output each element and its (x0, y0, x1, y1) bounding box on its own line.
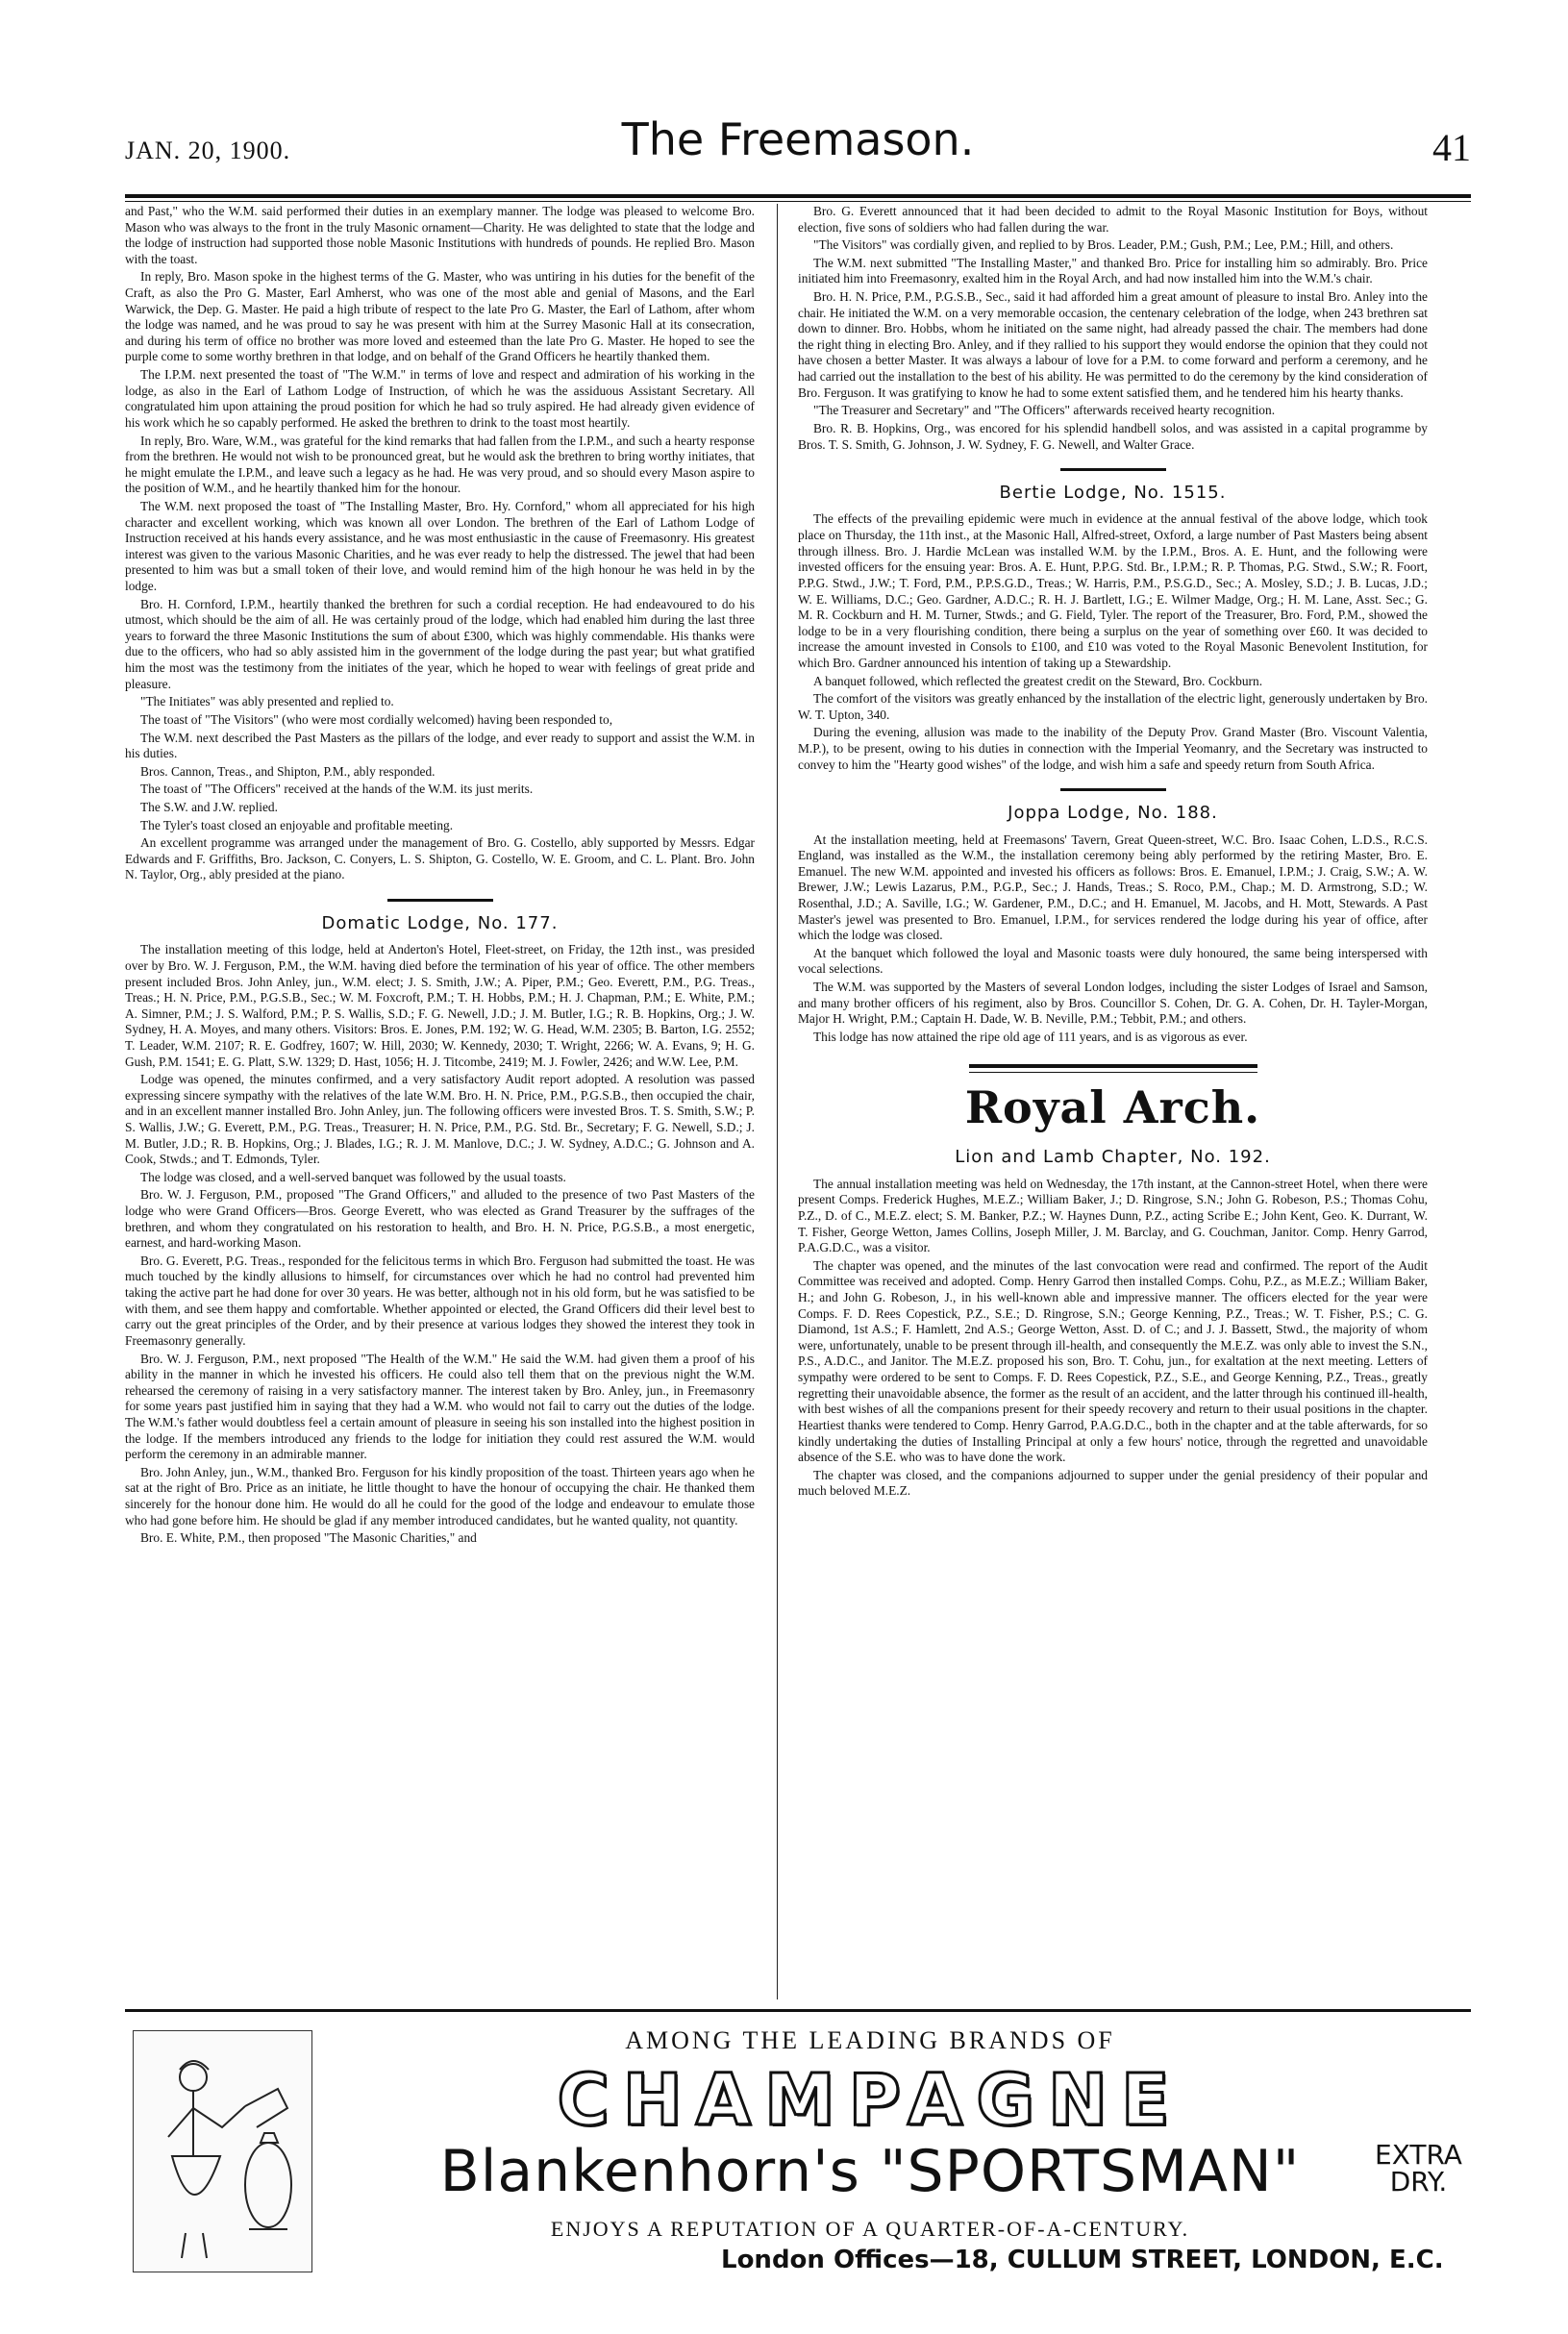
paragraph: At the banquet which followed the loyal and Masonic toasts were duly honoured, the same being interspersed with vocal selections. (798, 945, 1428, 977)
paragraph: Bro. W. J. Ferguson, P.M., proposed "The Grand Officers," and alluded to the presence of two Past Masters of the lodge who were Grand Officers—Bros. George Everett, who was elected as Grand Treasurer by the suffrages of the brethren, and whom they congratulated on his restoration to health, and Bro. H. N. Price, P.G.S.B., a most energetic, earnest, and hard-working Mason. (125, 1187, 755, 1251)
lion-and-lamb-heading: Lion and Lamb Chapter, No. 192. (955, 1147, 1271, 1168)
advertisement-brand: Blankenhorn's "SPORTSMAN" (439, 2138, 1301, 2205)
bertie-lodge-heading: Bertie Lodge, No. 1515. (999, 483, 1227, 504)
paragraph: Lodge was opened, the minutes confirmed, and a very satisfactory Audit report adopted. A resolution was passed expressing sincere sympathy with the relatives of the late W.M. Bro. H. N. Price, P.M., P.G.S.B., then occupied the chair, and in an excellent manner installed Bro. John Anley, jun. The following officers were invested Bros. T. S. Smith, S.W.; P. S. Wallis, J.W.; G. Everett, P.M., P.G. Treas., Treasurer; H. N. Price, P.M., P.G. Std. Br., Secretary; F. G. Newell, S.D.; J. M. Butler, J.D.; R. B. Hopkins, Org.; J. Blades, I.G.; R. J. M. Manlove, D.C.; J. W. Sydney, A.D.C.; G. Johnson and A. Cook, Stwds.; and T. Edmonds, Tyler. (125, 1072, 755, 1167)
champagne-advertisement (125, 2009, 1471, 2297)
paragraph: The effects of the prevailing epidemic were much in evidence at the annual festival of the above lodge, which took place on Thursday, the 11th inst., at the Masonic Hall, Alfred-street, Oxford, a large number of Past Masters being absent through illness. Bro. J. Hardie McLean was installed W.M. by the I.P.M., Bros. A. E. Hunt, and the following were invested officers for the ensuing year: Bros. A. E. Hunt, P.P.G. Std. Br., I.P.M.; R. P. Thomas, P.G. Stwd., S.W.; R. Foort, P.P.G. Stwd., J.W.; T. Ford, P.M., P.P.S.G.D., Treas.; W. Harris, P.M., P.S.G.D., Sec.; A. Mosley, S.D.; J. B. Lucas, J.D.; W. E. Williams, D.C.; Geo. Gardner, A.D.C.; R. H. J. Bartlett, I.G.; E. Wilmer Madge, Org.; H. M. Lane, Asst. Sec.; G. M. R. Cockburn and H. M. Turner, Stwds.; and G. Field, Tyler. The report of the Treasurer, Bro. Ford, P.M., showed the lodge to be in a very flourishing condition, there being a surplus on the year of something over £60. It was decided to increase the amount invested in Consols to £100, and £10 was voted to the Royal Masonic Benevolent Institution, for which Bro. Gardner announced his intention of taking up a Stewardship. (798, 511, 1428, 670)
paragraph: The chapter was closed, and the companions adjourned to supper under the genial presidency of their popular and much beloved M.E.Z. (798, 1467, 1428, 1499)
section-rule (1060, 468, 1166, 471)
left-column (125, 204, 755, 1999)
royal-arch-title: Royal Arch. (964, 1081, 1261, 1134)
page-header (125, 106, 1471, 183)
section-rule (1060, 788, 1166, 791)
column-divider (777, 204, 778, 1999)
paragraph: Bro. E. White, P.M., then proposed "The Masonic Charities," and (140, 1530, 477, 1546)
page-number: 41 (1432, 126, 1471, 169)
paragraph: The lodge was closed, and a well-served banquet was followed by the usual toasts. (140, 1169, 566, 1184)
extra-label: EXTRA (1375, 2139, 1462, 2171)
lion-and-lamb-article (798, 1177, 1428, 1500)
paragraph: "The Visitors" was cordially given, and replied to by Bros. Leader, P.M.; Gush, P.M.; Lee, P.M.; Hill, and others. (813, 237, 1394, 253)
paragraph: "The Initiates" was ably presented and replied to. (140, 694, 394, 709)
paragraph: and Past," who the W.M. said performed their duties in an exemplary manner. The lodge was pleased to welcome Bro. Mason who was always to the front in the truly Masonic ornament—Charity. He was delighted to state that the lodge and the lodge of instruction had supported those noble Masonic Institutions with hundreds of pounds. He replied Bro. Mason with the toast. (125, 204, 755, 266)
paragraph: At the installation meeting, held at Freemasons' Tavern, Great Queen-street, W.C. Bro. Isaac Cohen, L.D.S., R.C.S. England, was installed as the W.M., the installation ceremony being ably performed by the retiring Master, Bro. E. Emanuel. The new W.M. appointed and invested his officers as follows: Bros. E. Emanuel, I.P.M.; J. Craig, S.W.; A. W. Brewer, J.W.; Lewis Lazarus, P.M., P.G.P., Sec.; J. Hands, Treas.; S. Roco, P.M., Chap.; M. D. Armstrong, S.D.; W. Rosenthal, J.D.; A. Saville, I.G.; W. Gardener, P.M., D.C.; and H. Emanuel, M. Jacobs, and H. Mott, Stewards. A Past Master's jewel was presented to Bro. Emanuel, I.P.M., for services rendered the lodge during his year of office, after which the lodge was closed. (798, 832, 1428, 943)
paragraph: The W.M. next submitted "The Installing Master," and thanked Bro. Price for installing him so admirably. Bro. Price initiated him into Freemasonry, exalted him in the Royal Arch, and had now installed him into the W.M.'s chair. (798, 255, 1428, 286)
paragraph: Bro. G. Everett announced that it had been decided to admit to the Royal Masonic Institution for Boys, without election, five sons of soldiers who had fallen during the war. (798, 204, 1428, 235)
domatic-lodge-article (125, 942, 755, 1547)
paragraph: The installation meeting of this lodge, held at Anderton's Hotel, Fleet-street, on Friday, the 12th inst., was presided over by Bro. W. J. Ferguson, P.M., the W.M. having died before the termination of his year of office. The other members present included Bros. John Anley, jun., W.M. elect; J. S. Smith, J.W.; A. Piper, P.M.; Geo. Everett, P.M., P.G. Treas., Treas.; H. N. Price, P.M., P.G.S.B., Sec.; W. M. Foxcroft, P.M.; T. H. Hobbs, P.M.; H. J. Chapman, P.M.; E. White, P.M.; A. Simner, P.M.; J. S. Walford, P.M.; P. S. Wallis, S.D.; F. G. Newell, J.D.; J. M. Butler, I.G.; R. B. Hopkins, Org.; J. W. Sydney, H. A. Moyes, and many others. Visitors: Bros. E. Jones, P.M. 192; W. G. Head, W.M. 2305; B. Barton, I.G. 2552; T. Leader, W.M. 2107; R. E. Godfrey, 1607; W. Hill, 2030; W. Kennedy, 2030; T. Wright, 2266; W. A. Evans, 9; H. G. Gush, P.M. 1541; E. G. Platt, S.W. 1329; D. Hast, 1056; H. J. Titcombe, 2419; M. J. Fowler, 2426; and W.W. Lee, P.M. (125, 942, 755, 1069)
paragraph: Bro. R. B. Hopkins, Org., was encored for his splendid handbell solos, and was assisted in a capital programme by Bros. T. S. Smith, G. Johnson, J. W. Sydney, F. G. Newell, and Walter Grace. (798, 420, 1428, 452)
joppa-lodge-heading: Joppa Lodge, No. 188. (1008, 803, 1218, 824)
masthead-title: The Freemason. (621, 113, 975, 165)
header-rule-thick (125, 194, 1471, 198)
paragraph: The W.M. was supported by the Masters of several London lodges, including the sister Lodges of Israel and Samson, and many brother officers of his regiment, also by Bros. Councillor S. Cohen, Dr. G. A. Cohen, Dr. H. Tayler-Morgan, Major H. Wright, P.M.; Captain H. Dade, W. B. Neville, P.M.; Tebbit, P.M.; and others. (798, 980, 1428, 1027)
paragraph: The toast of "The Visitors" (who were most cordially welcomed) having been responded to, (140, 711, 613, 727)
advertisement-extra-dry (1375, 2139, 1462, 2197)
paragraph: The W.M. next described the Past Masters as the pillars of the lodge, and ever ready to support and assist the W.M. in his duties. (125, 730, 755, 761)
paragraph: In reply, Bro. Ware, W.M., was grateful for the kind remarks that had fallen from the I.P.M., and such a hearty response from the brethren. He would not wish to be pronounced great, but he would ask the brethren to bring worthy initiates, that he might emulate the I.P.M., and leave such a legacy as he had. He was very proud, and so should every Mason aspire to the position of W.M., and he heartily thanked him for the honour. (125, 433, 755, 496)
paragraph: The Tyler's toast closed an enjoyable and profitable meeting. (140, 817, 454, 832)
advertisement-kicker: AMONG THE LEADING BRANDS OF (625, 2026, 1115, 2054)
section-rule (387, 899, 493, 902)
domatic-lodge-heading: Domatic Lodge, No. 177. (321, 912, 559, 933)
paragraph: The annual installation meeting was held on Wednesday, the 17th instant, at the Cannon-street Hotel, when there were present Comps. Frederick Hughes, M.E.Z.; William Baker, J.; D. Ringrose, S.N.; John G. Robeson, P.S.; Thomas Cohu, P.Z., D. of C., M.E.Z. elect; S. M. Banker, P.Z.; W. Haynes Dunn, P.Z., acting Scribe E.; John Kent, Geo. K. Durrant, W. T. Fisher, George Wetton, James Collins, Joseph Miller, J. M. Barclay, and G. Couchman, Janitor. Comp. Henry Garrod, P.A.G.D.C., was a visitor. (798, 1176, 1428, 1255)
newspaper-page (125, 96, 1471, 2307)
paragraph: Bro. John Anley, jun., W.M., thanked Bro. Ferguson for his kindly proposition of the toast. Thirteen years ago when he sat at the right of Bro. Price as an initiate, he little thought to have the honour of occupying the chair. He thanked them sincerely for the honour done him. He would do all he could for the good of the lodge and endeavour to emulate those who had gone before him. He should be glad if any member introduced candidates, but he wanted quality, not quantity. (125, 1464, 755, 1527)
paragraph: The S.W. and J.W. replied. (140, 799, 278, 814)
paragraph: Bros. Cannon, Treas., and Shipton, P.M., ably responded. (140, 763, 436, 779)
paragraph: The toast of "The Officers" received at the hands of the W.M. its just merits. (140, 782, 534, 797)
paragraph: During the evening, allusion was made to the inability of the Deputy Prov. Grand Master (Bro. Viscount Valentia, M.P.), to be present, owing to his duties in connection with the Imperial Yeomanry, and the Secretary was instructed to convey to him the "Hearty good wishes" of the lodge, and wish him a safe and speedy return from South Africa. (798, 725, 1428, 772)
paragraph: Bro. H. N. Price, P.M., P.G.S.B., Sec., said it had afforded him a great amount of pleasure to instal Bro. Anley into the chair. He initiated the W.M. on a very memorable occasion, the centenary celebration of the lodge, when 243 brethren sat down to dinner. Bro. Hobbs, whom he initiated on the same night, had already passed the chair. The members had done the right thing in electing Bro. Anley, and if they rallied to his support they would endorse the opinion that they could not have chosen a better Master. It was always a labour of love for a P.M. to come forward and perform a ceremony, and he had carried out the installation to the best of his ability. He was permitted to do the ceremony by the kind consideration of Bro. Ferguson. It was gratifying to know he had to some extent satisfied them, and he tendered him his hearty thanks. (798, 289, 1428, 400)
bertie-lodge-article (798, 511, 1428, 773)
paragraph: This lodge has now attained the ripe old age of 111 years, and is as vigorous as ever. (813, 1029, 1248, 1044)
paragraph: The I.P.M. next presented the toast of "The W.M." in terms of love and respect and admiration of his working in the lodge, as also in the Earl of Lathom Lodge of Instruction, of which he was the assiduous Assistant Secretary. All congratulated him upon attaining the proud position for which he had so truly aspired. He had already given evidence of his work which he so capably performed. He asked the brethren to drink to the toast most heartily. (125, 367, 755, 430)
advertisement-headline: CHAMPAGNE (557, 2059, 1183, 2142)
paragraph: Bro. H. Cornford, I.P.M., heartily thanked the brethren for such a cordial reception. He had endeavoured to do his utmost, which should be the aim of all. He was certainly proud of the lodge, which had enabled him during the last three years to forward the three Masonic Institutions the sum of about £300, which was highly commendable. His thanks were due to the officers, who had so ably assisted him in the government of the lodge during the past year; but what gratified him the most was the testimony from the initiates of the year, which he hoped to wear with feelings of great pride and pleasure. (125, 596, 755, 691)
dry-label: DRY. (1389, 2166, 1448, 2197)
advertisement-address: London Offices—18, CULLUM STREET, LONDON, E.C. (721, 2246, 1444, 2274)
advertisement-rule (125, 2009, 1471, 2012)
left-column-intro (125, 204, 755, 883)
paragraph: Bro. G. Everett, P.G. Treas., responded for the felicitous terms in which Bro. Ferguson had submitted the toast. He was much touched by the kindly allusions to himself, for circumstances over which he had no control had prevented him taking the active part he had done for over 30 years. He was better, although not in his old form, but he was satisfied to be with them, and see them happy and comfortable. Whether appointed or elected, the Grand Officers did their level best to carry out the great principles of the Order, and by their presence at various lodges they showed the interest they took in Freemasonry generally. (125, 1253, 755, 1348)
right-column (798, 204, 1428, 1999)
joppa-lodge-article (798, 832, 1428, 1046)
paragraph: The comfort of the visitors was greatly enhanced by the installation of the electric light, generously undertaken by Bro. W. T. Upton, 340. (798, 691, 1428, 722)
royal-arch-rule-thin (969, 1072, 1257, 1073)
right-column-intro (798, 204, 1428, 453)
royal-arch-rule-thick (969, 1064, 1257, 1068)
paragraph: The W.M. next proposed the toast of "The Installing Master, Bro. Hy. Cornford," whom all appreciated for his high character and excellent working, which was known all over London. The brethren of the Earl of Lathom Lodge of Instruction received at his hands every assistance, and he was most enthusiastic in the cause of Freemasonry. His greatest interest was given to the various Masonic Charities, and he was ever ready to help the distressed. The jewel that had been presented to him was but a small token of their love, and would remind him of the high honour he was held in by the lodge. (125, 498, 755, 594)
paragraph: Bro. W. J. Ferguson, P.M., next proposed "The Health of the W.M." He said the W.M. had given them a proof of his ability in the manner in which he invested his officers. He could also tell them that on the previous night the W.M. rehearsed the ceremony of raising in a very satisfactory manner. The interest taken by Bro. Anley, jun., in Freemasonry for some years past justified him in saying that they had a W.M. who would not fail to carry out the duties of the lodge. The W.M.'s father would doubtless feel a certain amount of pleasure in seeing his son installed into the highest position in the lodge. If the members introduced any friends to the lodge for initiation they could rest assured the W.M. would perform the ceremony in an admirable manner. (125, 1351, 755, 1462)
paragraph: "The Treasurer and Secretary" and "The Officers" afterwards received hearty recognition. (813, 403, 1276, 418)
paragraph: In reply, Bro. Mason spoke in the highest terms of the G. Master, who was untiring in his duties for the benefit of the Craft, as also the Pro G. Master, Earl Amherst, who was one of the most able and genial of Masons, and the Earl Warwick, the Dep. G. Master. He paid a high tribute of respect to the late Pro G. Master, the Earl of Lathom, after whom the lodge was named, and he was proud to say he was present with him at the Surrey Masonic Hall at its consecration, and during his term of office no brother was more loved and esteemed than the late Pro G. Master. He hoped to see the purple come to some worthy brethren in that lodge, and on behalf of the Grand Officers he heartily thanked them. (125, 269, 755, 364)
paragraph: The chapter was opened, and the minutes of the last convocation were read and confirmed. The report of the Audit Committee was received and adopted. Comp. Henry Garrod then installed Comps. Cohu, P.Z., as M.E.Z.; William Baker, H.; and John G. Robeson, J., in his well-known able and impressive manner. The officers elected for the year were Comps. F. D. Rees Copestick, P.Z., S.E.; D. Ringrose, S.N.; George Kenning, P.Z., Treas.; W. T. Fisher, P.S.; C. G. Diamond, 1st A.S.; F. Hamlett, 2nd A.S.; George Wetton, Asst. D. of C.; and J. J. Bassett, Stwd., the majority of whom were, unfortunately, unable to be present through ill-health, and consequently the M.E.Z. was only able to invest the S.N., P.S., A.D.C., and Janitor. The M.E.Z. proposed his son, Bro. T. Cohu, jun., for exaltation at the next meeting. Letters of sympathy were ordered to be sent to Comps. F. D. Rees Copestick, P.Z., S.E., and George Kenning, P.Z., Treas., greatly regretting their unavoidable absence, the former as the result of an accident, and the latter through his continued ill-health, with best wishes of all the companions present for their speedy recovery and return to their usual positions in the chapter. Heartiest thanks were tendered to Comp. Henry Garrod, P.A.G.D.C., both in the chapter and at the table afterwards, for so kindly undertaking the duties of Installing Principal at only a few hours' notice, through the regretted and unavoidable absence of the S.E. who was to have done the work. (798, 1257, 1428, 1465)
advertisement-tagline: ENJOYS A REPUTATION OF A QUARTER-OF-A-CENTURY. (550, 2217, 1190, 2241)
issue-date: JAN. 20, 1900. (125, 137, 291, 164)
paragraph: An excellent programme was arranged under the management of Bro. G. Costello, ably supported by Messrs. Edgar Edwards and F. Griffiths, Bro. Jackson, C. Conyers, L. S. Shipton, G. Costello, W. E. Groom, and C. L. Plant. Bro. John N. Taylor, Org., ably presided at the piano. (125, 835, 755, 882)
header-rule-thin (125, 201, 1471, 202)
paragraph: A banquet followed, which reflected the greatest credit on the Steward, Bro. Cockburn. (813, 673, 1263, 688)
